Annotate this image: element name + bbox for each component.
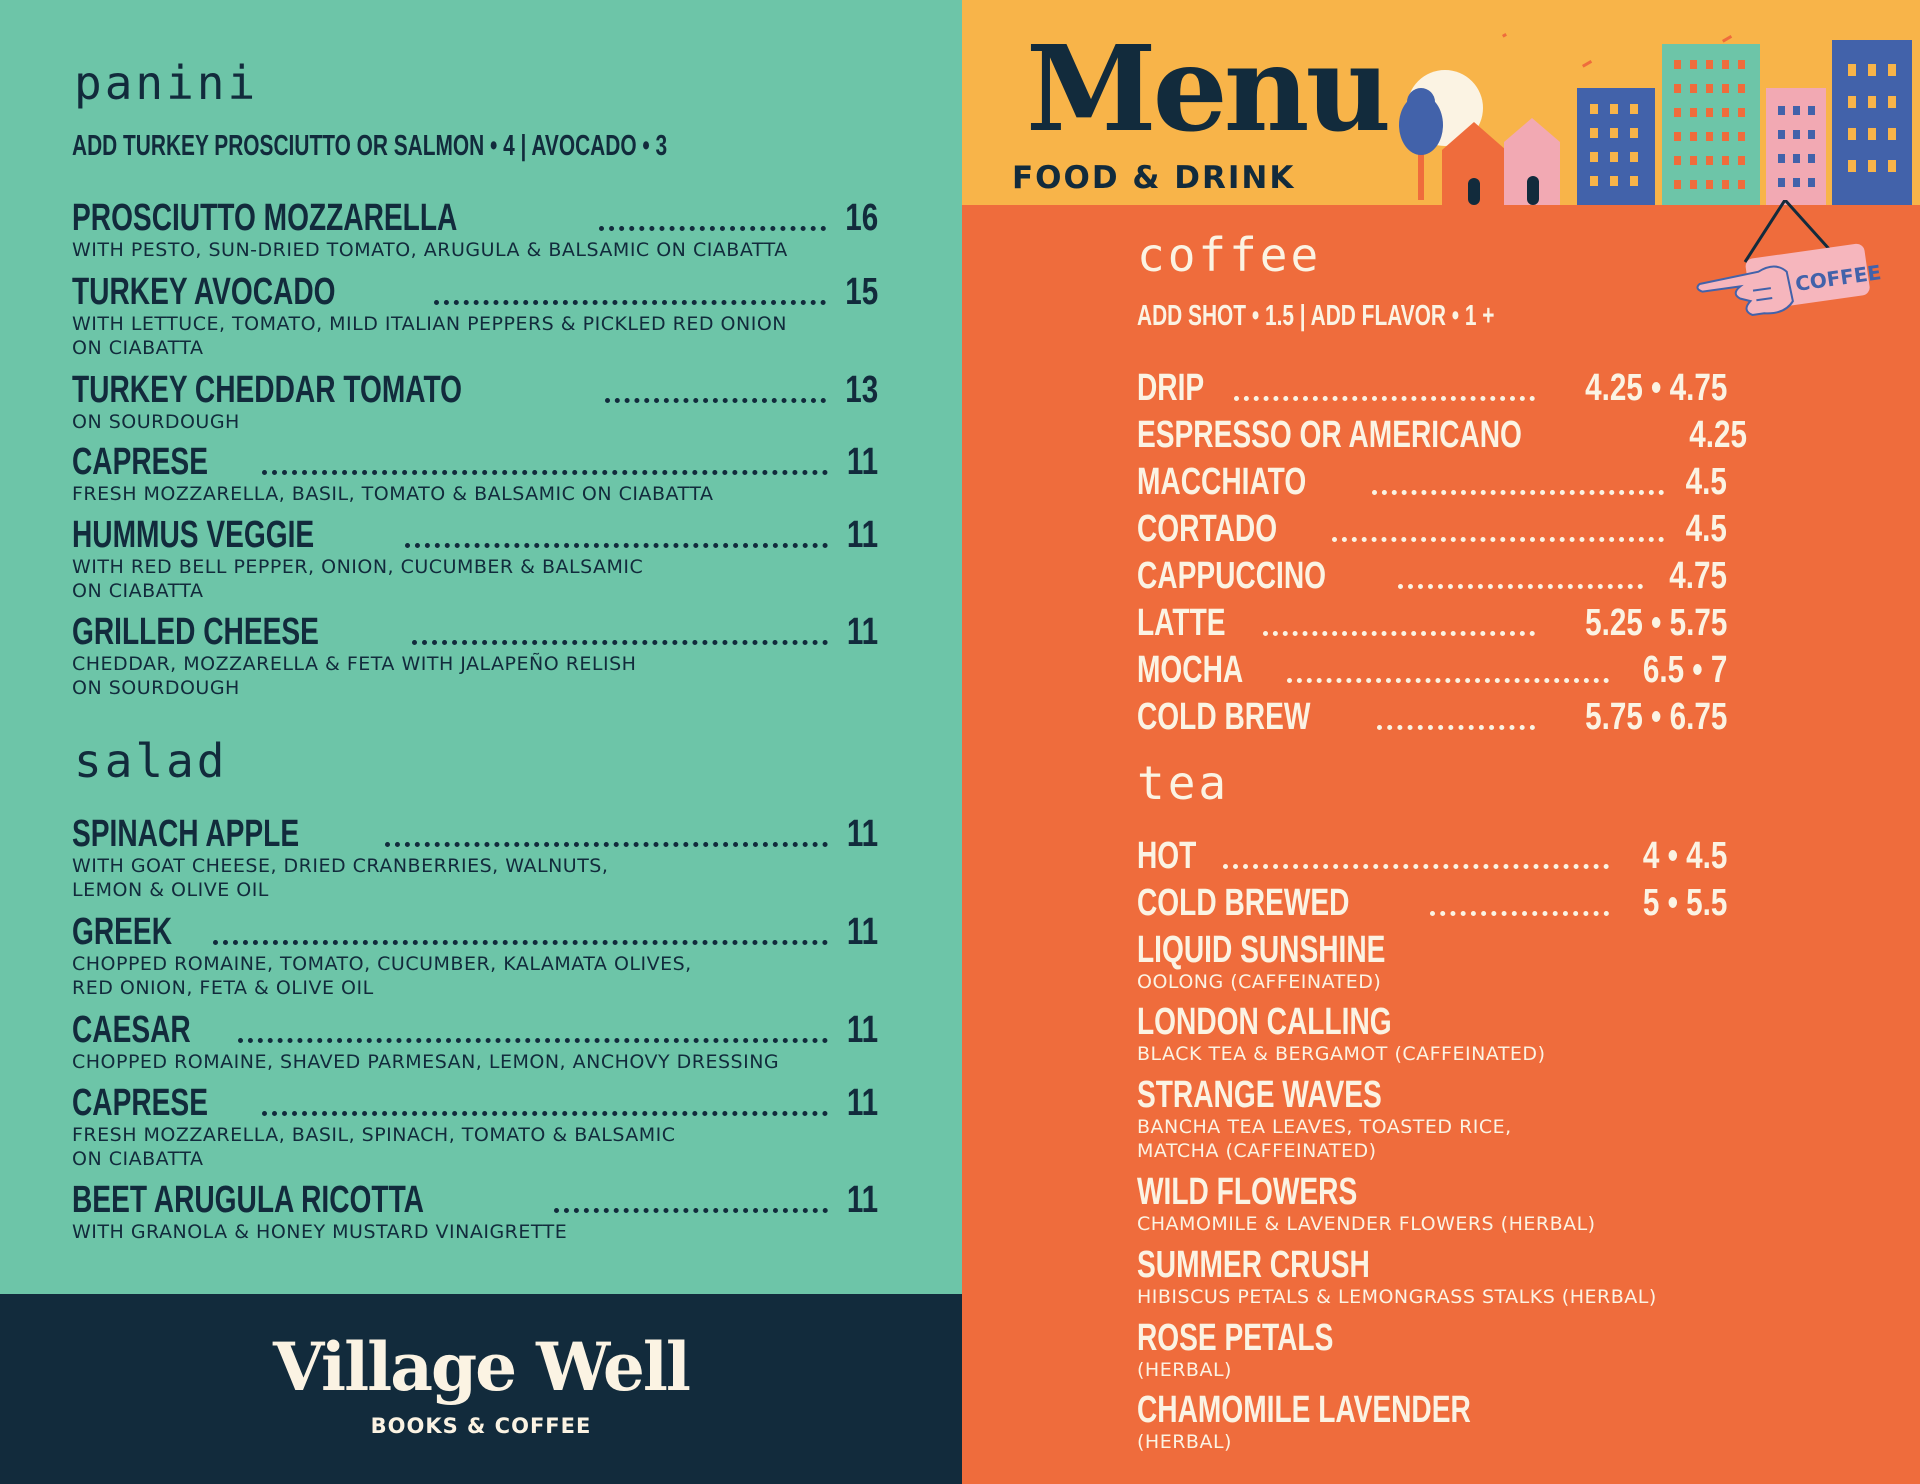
item-name: BEET ARUGULA RICOTTA — [72, 1179, 424, 1221]
item-desc: WITH PESTO, SUN-DRIED TOMATO, ARUGULA & BALSAMIC ON CIABATTA — [72, 239, 788, 261]
coffee-heading: coffee — [1137, 228, 1322, 282]
menu-item — [72, 442, 878, 506]
item-price: 11 — [846, 611, 878, 653]
item-desc: ON SOURDOUGH — [72, 677, 240, 699]
item-price: 4.25 — [1689, 414, 1748, 456]
menu-subtitle: FOOD & DRINK — [1012, 160, 1296, 196]
item-name: CAPRESE — [72, 1082, 208, 1124]
item-name: HUMMUS VEGGIE — [72, 514, 315, 556]
item-name: GRILLED CHEESE — [72, 611, 319, 653]
item-name: MOCHA — [1137, 649, 1244, 691]
item-name: ROSE PETALS — [1137, 1317, 1334, 1359]
item-name: TURKEY CHEDDAR TOMATO — [72, 369, 463, 411]
tea-heading: tea — [1137, 756, 1230, 810]
item-price: 4.5 — [1685, 461, 1727, 503]
item-desc: FRESH MOZZARELLA, BASIL, SPINACH, TOMATO & BALSAMIC — [72, 1124, 676, 1146]
item-name: SPINACH APPLE — [72, 813, 300, 855]
item-desc: MATCHA (CAFFEINATED) — [1137, 1140, 1377, 1162]
item-desc: WITH GRANOLA & HONEY MUSTARD VINAIGRETTE — [72, 1221, 568, 1243]
item-name: LONDON CALLING — [1137, 1001, 1392, 1043]
item-price: 13 — [845, 369, 878, 411]
item-price: 16 — [845, 197, 878, 239]
item-desc: BLACK TEA & BERGAMOT (CAFFEINATED) — [1137, 1043, 1546, 1065]
coffee-addon: ADD SHOT • 1.5 | ADD FLAVOR • 1 + — [1137, 300, 1495, 332]
menu-item — [72, 1180, 878, 1244]
item-name: CHAMOMILE LAVENDER — [1137, 1389, 1471, 1431]
item-price: 11 — [846, 1082, 878, 1124]
item-desc: ON SOURDOUGH — [72, 411, 240, 433]
item-name: TURKEY AVOCADO — [72, 271, 336, 313]
item-price: 4.25 • 4.75 — [1584, 367, 1727, 409]
item-name: LIQUID SUNSHINE — [1137, 929, 1386, 971]
item-name: HOT — [1137, 835, 1197, 877]
item-desc: HIBISCUS PETALS & LEMONGRASS STALKS (HERBAL) — [1137, 1286, 1657, 1308]
menu-item — [1137, 1390, 1727, 1454]
item-name: ESPRESSO OR AMERICANO — [1137, 414, 1522, 456]
item-name: PROSCIUTTO MOZZARELLA — [72, 197, 458, 239]
menu-item — [1137, 462, 1727, 502]
item-price: 5 • 5.5 — [1642, 882, 1727, 924]
item-price: 11 — [846, 1179, 878, 1221]
item-desc: ON CIABATTA — [72, 1148, 204, 1170]
menu-item — [1137, 1075, 1727, 1163]
menu-item — [1137, 1002, 1727, 1066]
menu-item — [1137, 1172, 1727, 1236]
item-name: CORTADO — [1137, 508, 1278, 550]
menu-item — [72, 814, 878, 902]
sign-label: COFFEE — [1793, 260, 1883, 296]
item-name: MACCHIATO — [1137, 461, 1307, 503]
menu-item — [72, 912, 878, 1000]
item-price: 11 — [846, 911, 878, 953]
menu-title: Menu — [1026, 19, 1388, 158]
item-price: 6.5 • 7 — [1642, 649, 1727, 691]
item-name: SUMMER CRUSH — [1137, 1244, 1370, 1286]
coffee-sign — [1690, 200, 1890, 340]
menu-item — [1137, 509, 1727, 549]
item-price: 5.75 • 6.75 — [1584, 696, 1727, 738]
item-price: 15 — [845, 271, 878, 313]
item-name: STRANGE WAVES — [1137, 1074, 1382, 1116]
menu-item — [1137, 930, 1727, 994]
town-illustration — [1382, 30, 1912, 206]
item-desc: CHEDDAR, MOZZARELLA & FETA WITH JALAPEÑO RELISH — [72, 653, 637, 675]
item-price: 4 • 4.5 — [1642, 835, 1727, 877]
item-name: COLD BREWED — [1137, 882, 1350, 924]
item-desc: WITH LETTUCE, TOMATO, MILD ITALIAN PEPPERS & PICKLED RED ONION — [72, 313, 787, 335]
item-name: GREEK — [72, 911, 173, 953]
menu-item — [72, 198, 878, 262]
menu-item — [1137, 1245, 1727, 1309]
item-name: LATTE — [1137, 602, 1226, 644]
item-price: 4.75 — [1669, 555, 1727, 597]
menu-item — [1137, 603, 1727, 643]
item-name: WILD FLOWERS — [1137, 1171, 1358, 1213]
brand-tagline: BOOKS & COFFEE — [370, 1414, 592, 1438]
menu-item — [1137, 1318, 1727, 1382]
item-desc: BANCHA TEA LEAVES, TOASTED RICE, — [1137, 1116, 1512, 1138]
menu-item — [1137, 414, 1748, 456]
item-desc: ON CIABATTA — [72, 580, 204, 602]
item-desc: ON CIABATTA — [72, 337, 204, 359]
menu-item — [72, 1010, 878, 1074]
menu-item — [1137, 556, 1727, 596]
menu-item — [1137, 883, 1727, 923]
menu-item — [72, 612, 878, 700]
menu-item — [72, 515, 878, 603]
item-name: DRIP — [1137, 367, 1205, 409]
menu-item — [72, 272, 878, 360]
item-desc: FRESH MOZZARELLA, BASIL, TOMATO & BALSAMIC ON CIABATTA — [72, 483, 714, 505]
item-desc: CHAMOMILE & LAVENDER FLOWERS (HERBAL) — [1137, 1213, 1596, 1235]
menu-item — [1137, 650, 1727, 690]
menu-item — [1137, 697, 1727, 737]
brand-logo: Village Well — [272, 1328, 690, 1406]
panini-addon: ADD TURKEY PROSCIUTTO OR SALMON • 4 | AVOCADO • 3 — [72, 130, 668, 162]
item-price: 11 — [846, 1009, 878, 1051]
item-price: 4.5 — [1685, 508, 1727, 550]
item-desc: CHOPPED ROMAINE, SHAVED PARMESAN, LEMON, ANCHOVY DRESSING — [72, 1051, 780, 1073]
item-price: 11 — [846, 514, 878, 556]
item-desc: (HERBAL) — [1137, 1359, 1232, 1381]
item-desc: OOLONG (CAFFEINATED) — [1137, 971, 1382, 993]
item-price: 11 — [846, 441, 878, 483]
item-price: 11 — [846, 813, 878, 855]
item-desc: (HERBAL) — [1137, 1431, 1232, 1453]
item-desc: RED ONION, FETA & OLIVE OIL — [72, 977, 374, 999]
menu-item — [72, 1083, 878, 1171]
item-name: CAPRESE — [72, 441, 208, 483]
menu-item — [1137, 368, 1727, 408]
menu-item — [72, 370, 878, 434]
item-desc: CHOPPED ROMAINE, TOMATO, CUCUMBER, KALAMATA OLIVES, — [72, 953, 692, 975]
item-name: CAESAR — [72, 1009, 191, 1051]
item-name: COLD BREW — [1137, 696, 1311, 738]
menu-item — [1137, 836, 1727, 876]
item-name: CAPPUCCINO — [1137, 555, 1327, 597]
item-desc: LEMON & OLIVE OIL — [72, 879, 269, 901]
item-desc: WITH GOAT CHEESE, DRIED CRANBERRIES, WALNUTS, — [72, 855, 609, 877]
item-desc: WITH RED BELL PEPPER, ONION, CUCUMBER & BALSAMIC — [72, 556, 644, 578]
panini-heading: panini — [74, 56, 259, 110]
salad-heading: salad — [74, 734, 228, 788]
item-price: 5.25 • 5.75 — [1584, 602, 1727, 644]
